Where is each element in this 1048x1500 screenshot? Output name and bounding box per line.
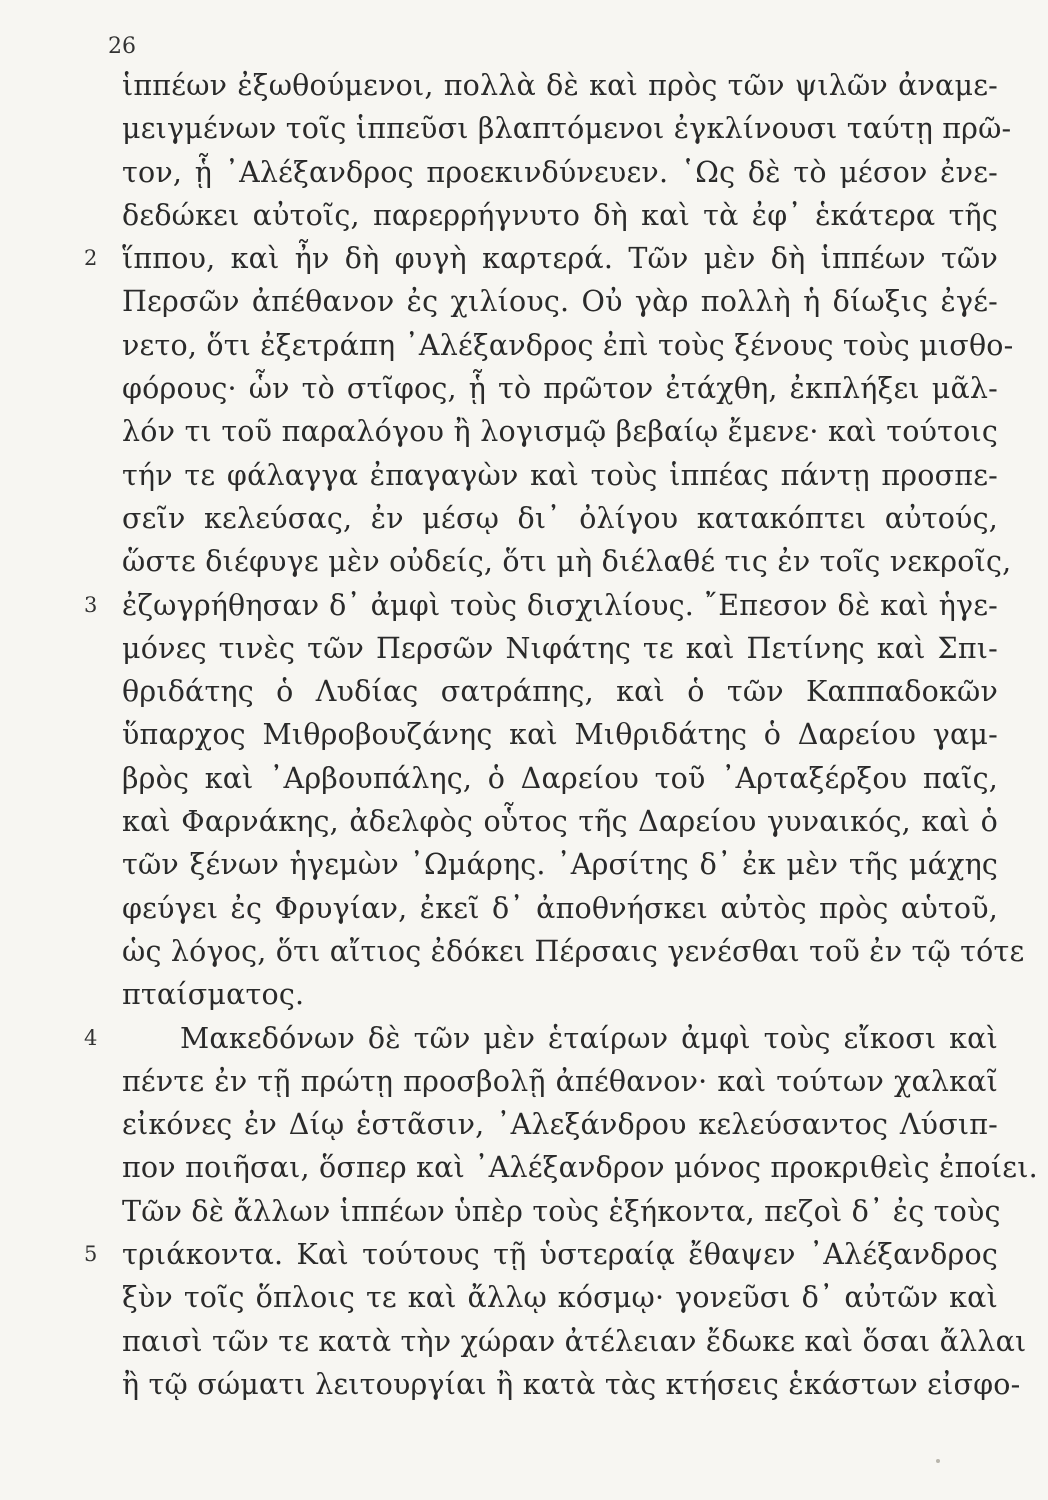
line-text: τον, ᾗ ᾿Αλέξανδρος προεκινδύνευεν. ῾Ως δὲ τὸ μέσον ἐνε- [122,155,998,189]
text-line [84,237,998,280]
paper-speck [936,1459,940,1463]
section-number: 2 [84,246,98,271]
text-line [122,930,1025,973]
line-text: ξὺν τοῖς ὅπλοις τε καὶ ἄλλῳ κόσμῳ· γονεῦσι δ᾿ αὐτῶν καὶ [122,1281,998,1315]
text-line [122,1320,1027,1363]
text-line [122,410,998,453]
line-text: τήν τε φάλαγγα ἐπαγαγὼν καὶ τοὺς ἱππέας πάντῃ προσπε- [122,458,998,492]
line-text: ἵππου, καὶ ἦν δὴ φυγὴ καρτερά. Τῶν μὲν δὴ ἱππέων τῶν [122,242,998,276]
line-text: μειγμένων τοῖς ἱππεῦσι βλαπτόμενοι ἐγκλίνουσι ταύτῃ πρῶ- [122,112,1012,146]
line-text: ὡς λόγος, ὅτι αἴτιος ἐδόκει Πέρσαις γενέσθαι τοῦ ἐν τῷ τότε [122,934,1025,968]
text-line [122,973,998,1016]
line-text: θριδάτης ὁ Λυδίας σατράπης, καὶ ὁ τῶν Καππαδοκῶν [122,675,998,709]
line-text: ὥστε διέφυγε μὲν οὐδείς, ὅτι μὴ διέλαθέ τις ἐν τοῖς νεκροῖς, [122,545,1012,579]
text-line [122,713,998,756]
line-text: ὕπαρχος Μιθροβουζάνης καὶ Μιθριδάτης ὁ Δαρείου γαμ- [122,718,998,752]
line-text: σεῖν κελεύσας, ἐν μέσῳ δι᾿ ὀλίγου κατακόπτει αὐτούς, [122,501,998,535]
text-line [122,540,1012,583]
text-line [122,1103,998,1146]
text-line [122,454,998,497]
text-line [122,670,998,713]
line-text: τῶν ξένων ἡγεμὼν ᾿Ωμάρης. ᾿Αρσίτης δ᾿ ἐκ μὲν τῆς μάχης [122,848,998,882]
text-body [84,64,1038,1406]
line-text: ἢ τῷ σώματι λειτουργίαι ἢ κατὰ τὰς κτήσεις ἑκάστων εἰσφο- [122,1367,1021,1401]
text-line [122,1146,1038,1189]
line-text: Τῶν δὲ ἄλλων ἱππέων ὑπὲρ τοὺς ἑξήκοντα, πεζοὶ δ᾿ ἐς τοὺς [122,1194,1001,1228]
text-line [122,1276,998,1319]
section-number: 5 [84,1242,98,1267]
line-text: ἱππέων ἐξωθούμενοι, πολλὰ δὲ καὶ πρὸς τῶν ψιλῶν ἀναμε- [122,69,998,102]
line-text: βρὸς καὶ ᾿Αρβουπάλης, ὁ Δαρείου τοῦ ᾿Αρταξέρξου παῖς, [122,761,998,795]
line-text: καὶ Φαρνάκης, ἀδελφὸς οὗτος τῆς Δαρείου γυναικός, καὶ ὁ [122,805,998,839]
text-line [84,1017,998,1060]
line-text: τριάκοντα. Καὶ τούτους τῇ ὑστεραίᾳ ἔθαψεν ᾿Αλέξανδρος [122,1238,998,1272]
line-text: δεδώκει αὐτοῖς, παρερρήγνυτο δὴ καὶ τὰ ἐφ᾿ ἑκάτερα τῆς [122,198,998,232]
text-line [122,280,998,323]
text-line [122,1190,1001,1233]
text-line [122,64,998,107]
section-number: 3 [84,592,98,617]
line-text: πέντε ἐν τῇ πρώτῃ προσβολῇ ἀπέθανον· καὶ τούτων χαλκαῖ [122,1064,998,1098]
text-line [84,584,998,627]
text-line [122,800,998,843]
text-line [122,497,998,540]
text-line [84,1233,998,1276]
line-text: πον ποιῆσαι, ὅσπερ καὶ ᾿Αλέξανδρον μόνος προκριθεὶς ἐποίει. [122,1151,1038,1185]
line-text: πταίσματος. [122,978,305,1012]
line-text: φόρους· ὧν τὸ στῖφος, ᾗ τὸ πρῶτον ἐτάχθη, ἐκπλήξει μᾶλ- [122,372,998,406]
text-line [122,107,1012,150]
text-line [122,367,998,410]
page-number: 26 [108,34,136,59]
text-line [122,151,998,194]
line-text: Περσῶν ἀπέθανον ἐς χιλίους. Οὐ γὰρ πολλὴ ἡ δίωξις ἐγέ- [122,285,998,319]
section-number: 4 [84,1025,98,1050]
text-line [122,627,998,670]
line-text: νετο, ὅτι ἐξετράπη ᾿Αλέξανδρος ἐπὶ τοὺς ξένους τοὺς μισθο- [122,328,1014,362]
text-line [122,757,998,800]
text-line [122,1060,998,1103]
line-text: λόν τι τοῦ παραλόγου ἢ λογισμῷ βεβαίῳ ἔμενε· καὶ τούτοις [122,415,998,449]
text-line [122,324,1014,367]
line-text: μόνες τινὲς τῶν Περσῶν Νιφάτης τε καὶ Πετίνης καὶ Σπι- [122,631,998,665]
text-line [122,887,998,930]
line-text: φεύγει ἐς Φρυγίαν, ἐκεῖ δ᾿ ἀποθνήσκει αὐτὸς πρὸς αὑτοῦ, [122,891,998,925]
line-text: Μακεδόνων δὲ τῶν μὲν ἑταίρων ἀμφὶ τοὺς εἴκοσι καὶ [180,1021,998,1055]
text-line [122,1363,1021,1406]
line-text: εἰκόνες ἐν Δίῳ ἑστᾶσιν, ᾿Αλεξάνδρου κελεύσαντος Λύσιπ- [122,1108,998,1142]
line-text: ἐζωγρήθησαν δ᾿ ἀμφὶ τοὺς δισχιλίους. ῎Επεσον δὲ καὶ ἡγε- [122,588,998,622]
text-line [122,843,998,886]
text-line [122,194,998,237]
line-text: παισὶ τῶν τε κατὰ τὴν χώραν ἀτέλειαν ἔδωκε καὶ ὅσαι ἄλλαι [122,1324,1027,1358]
